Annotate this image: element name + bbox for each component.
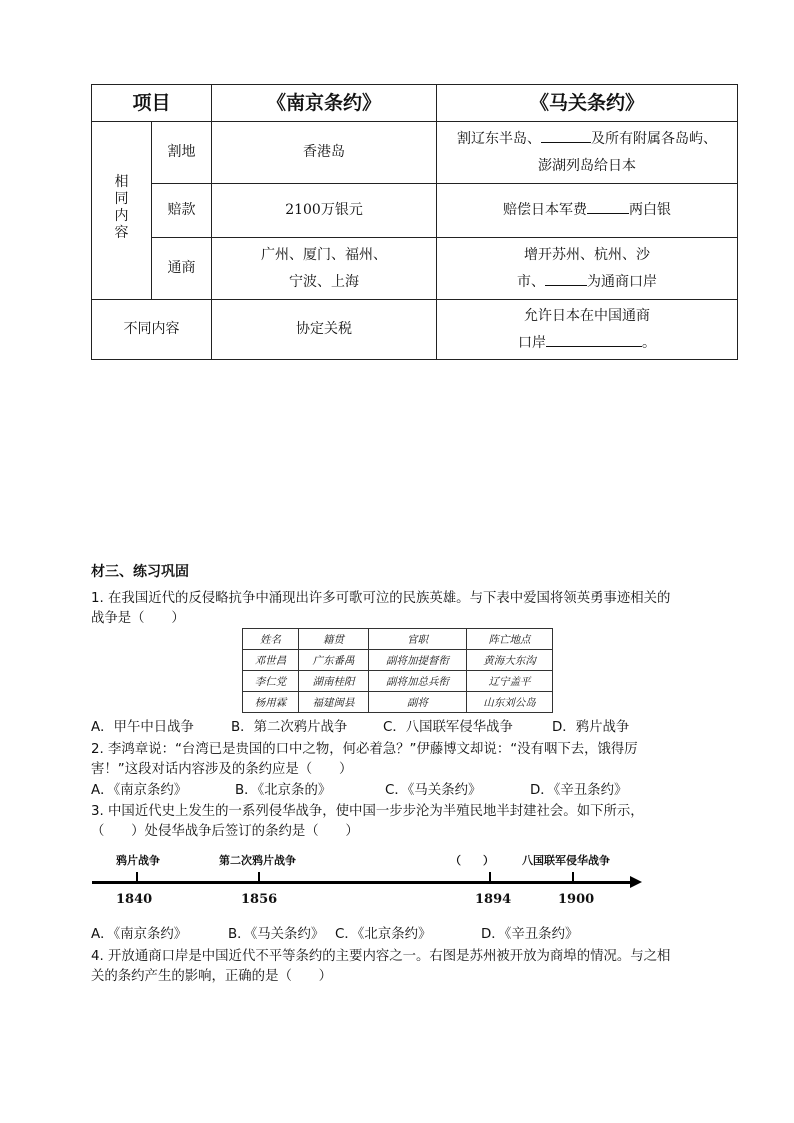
question-3-text-cont: （ ）处侵华战争后签订的条约是（ ）: [91, 824, 359, 839]
question-1-text-cont: 战争是（ ）: [91, 611, 185, 626]
question-2-text: 2. 李鸿章说：“台湾已是贵国的口中之物，何必着急？”伊藤博文却说：“没有咽下去，饿得厉: [91, 742, 638, 757]
option-d[interactable]: D．《辛丑条约》: [481, 927, 579, 942]
timeline-arrow-icon: [630, 876, 642, 888]
maguan-indemnity: 赔偿日本军费 两白银: [437, 184, 738, 238]
timeline-year-1900: 1900: [558, 892, 595, 907]
maguan-trade: 增开苏州、杭州、沙 市、 为通商口岸: [437, 238, 738, 300]
timeline-year-1894: 1894: [475, 892, 512, 907]
generals-table: [242, 628, 553, 713]
header-item: 项目: [92, 85, 212, 122]
maguan-land: 割辽东半岛、 及所有附属各岛屿、 澎湖列岛给日本: [437, 122, 738, 184]
answer-blank: [587, 199, 629, 214]
option-a[interactable]: A．《南京条约》: [91, 927, 188, 942]
timeline-axis: [92, 881, 632, 884]
table-row: [92, 122, 738, 184]
question-1-text: 1. 在我国近代的反侵略抗争中涌现出许多可歌可泣的民族英雄。与下表中爱国将领英勇事迹相关的: [91, 591, 671, 606]
option-c[interactable]: C．《马关条约》: [385, 783, 482, 798]
treaty-comparison-table: [91, 84, 738, 360]
option-d[interactable]: D．鸦片战争: [552, 720, 630, 735]
question-3-text: 3. 中国近代史上发生的一系列侵华战争，使中国一步步沦为半殖民地半封建社会。如下所示，: [91, 804, 644, 819]
header-nanjing-treaty: 《南京条约》: [212, 85, 437, 122]
timeline-tick: [572, 872, 574, 882]
option-d[interactable]: D．《辛丑条约》: [530, 783, 628, 798]
table-header-row: [92, 85, 738, 122]
diff-content-label: 不同内容: [92, 300, 212, 360]
answer-blank: [541, 128, 591, 143]
row-label-land: 割地: [152, 122, 212, 184]
table-row: [92, 300, 738, 360]
option-a[interactable]: A．甲午中日战争: [91, 720, 194, 735]
option-c[interactable]: C．《北京条约》: [335, 927, 432, 942]
option-c[interactable]: C．八国联军侵华战争: [383, 720, 513, 735]
nanjing-land: 香港岛: [212, 122, 437, 184]
answer-blank: [546, 332, 642, 347]
table-row: 杨用霖 福建闽县 副将 山东刘公岛: [243, 692, 553, 713]
question-4-text: 4. 开放通商口岸是中国近代不平等条约的主要内容之一。右图是苏州被开放为商埠的情况。与之相: [91, 949, 671, 964]
header-maguan-treaty: 《马关条约》: [437, 85, 738, 122]
table-row: [92, 184, 738, 238]
row-label-indemnity: 赔款: [152, 184, 212, 238]
nanjing-trade: 广州、厦门、福州、 宁波、上海: [212, 238, 437, 300]
generals-header-row: 姓名 籍贯 官职 阵亡地点: [243, 629, 553, 650]
question-2-text-cont: 害！”这段对话内容涉及的条约应是（ ）: [91, 762, 353, 777]
timeline-year-1856: 1856: [241, 892, 278, 907]
timeline-event-blank: （ ）: [450, 854, 494, 867]
row-label-trade: 通商: [152, 238, 212, 300]
answer-blank: [545, 271, 587, 286]
timeline-event-opium-war: 鸦片战争: [116, 854, 160, 867]
timeline-tick: [489, 872, 491, 882]
maguan-diff: 允许日本在中国通商 口岸 。: [437, 300, 738, 360]
nanjing-diff: 协定关税: [212, 300, 437, 360]
option-b[interactable]: B．《北京条的》: [235, 783, 332, 798]
timeline-event-eight-nation-war: 八国联军侵华战争: [522, 854, 610, 867]
timeline-tick: [258, 872, 260, 882]
table-row: [92, 238, 738, 300]
option-b[interactable]: B．《马关条约》: [228, 927, 325, 942]
table-row: 李仁党 湖南桂阳 副将加总兵衔 辽宁盖平: [243, 671, 553, 692]
timeline-year-1840: 1840: [116, 892, 153, 907]
option-b[interactable]: B．第二次鸦片战争: [231, 720, 348, 735]
table-row: 邓世昌 广东番禺 副将加提督衔 黄海大东沟: [243, 650, 553, 671]
option-a[interactable]: A．《南京条约》: [91, 783, 188, 798]
timeline-tick: [136, 872, 138, 882]
section-title: 材三、练习巩固: [91, 564, 189, 580]
nanjing-indemnity: 2100万银元: [212, 184, 437, 238]
timeline-event-second-opium-war: 第二次鸦片战争: [219, 854, 296, 867]
same-content-label: 相同内容: [92, 122, 152, 300]
question-4-text-cont: 关的条约产生的影响，正确的是（ ）: [91, 969, 333, 984]
